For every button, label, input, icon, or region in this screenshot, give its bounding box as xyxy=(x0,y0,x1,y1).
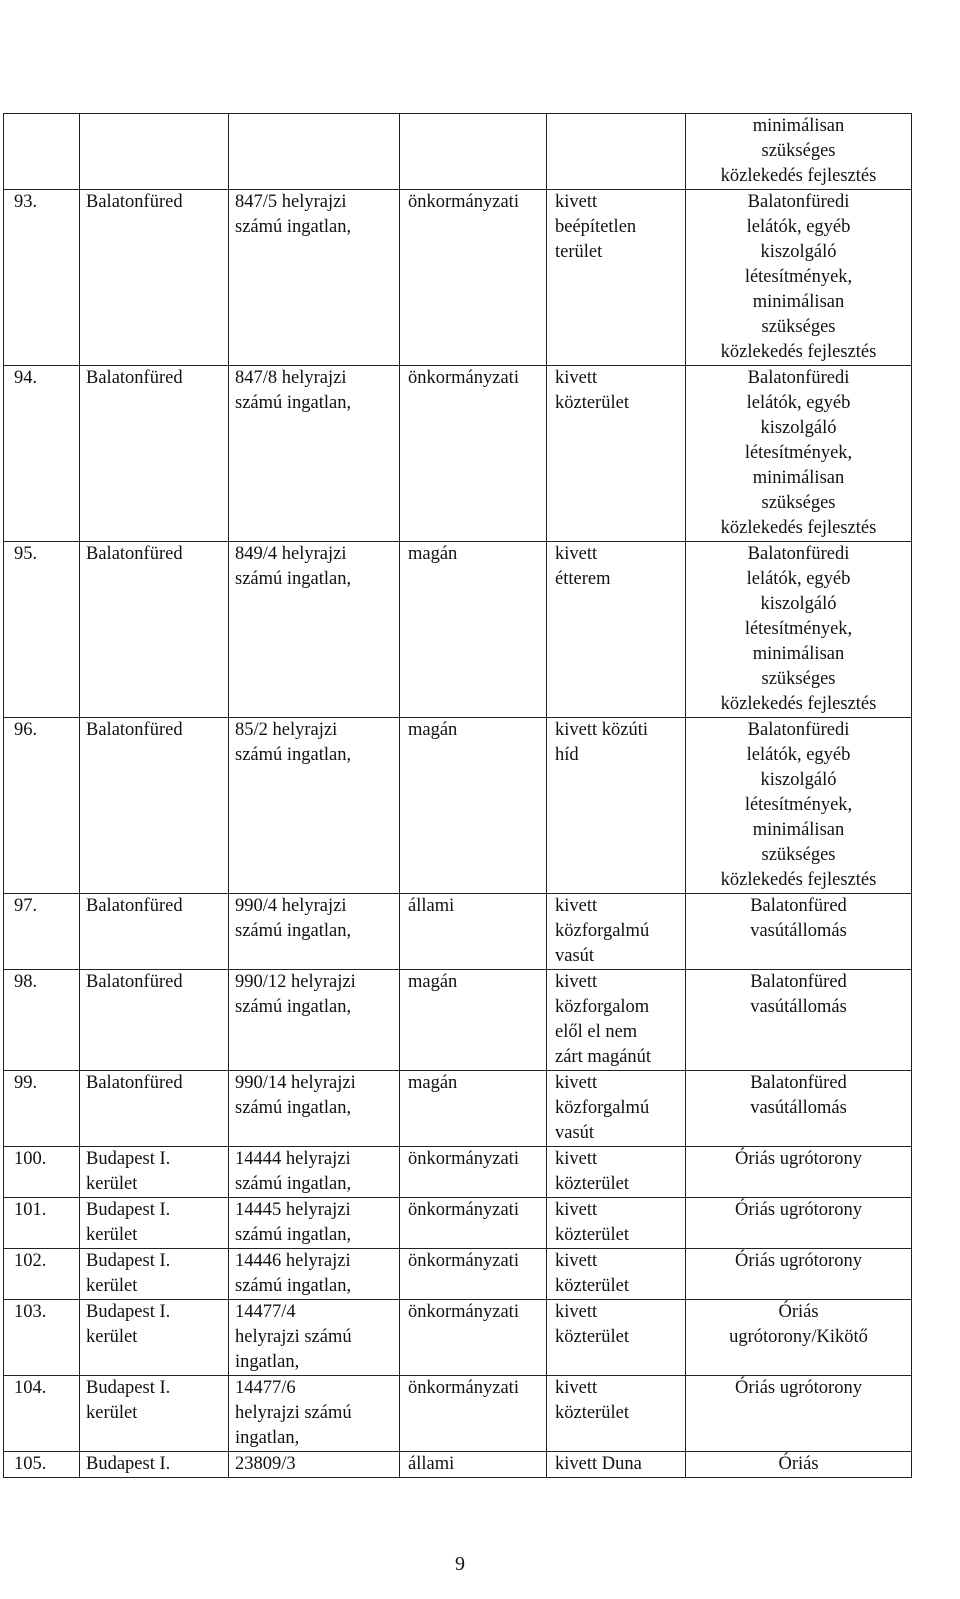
cell-type: kivett közterület xyxy=(547,1376,686,1452)
cell-use: Balatonfüredi lelátók, egyéb kiszolgáló létesítmények, minimálisan szükséges közlekedés fejlesztés xyxy=(686,718,912,894)
cell-parcel: 14445 helyrajzi számú ingatlan, xyxy=(229,1198,400,1249)
cell-city: Balatonfüred xyxy=(80,718,229,894)
cell-city xyxy=(80,114,229,190)
cell-use: Balatonfüred vasútállomás xyxy=(686,1071,912,1147)
cell-city: Budapest I. kerület xyxy=(80,1376,229,1452)
cell-parcel: 14477/6 helyrajzi számú ingatlan, xyxy=(229,1376,400,1452)
cell-owner xyxy=(400,114,547,190)
cell-parcel: 847/8 helyrajzi számú ingatlan, xyxy=(229,366,400,542)
cell-type: kivett közforgalmú vasút xyxy=(547,894,686,970)
cell-use: Óriás ugrótorony xyxy=(686,1249,912,1300)
cell-owner: önkormányzati xyxy=(400,1147,547,1198)
table-row xyxy=(4,1147,912,1198)
cell-use: Óriás xyxy=(686,1452,912,1478)
table-row xyxy=(4,190,912,366)
cell-city: Balatonfüred xyxy=(80,894,229,970)
cell-type: kivett közterület xyxy=(547,1249,686,1300)
table-row xyxy=(4,894,912,970)
table-row xyxy=(4,1071,912,1147)
cell-num: 97. xyxy=(4,894,80,970)
cell-use: Balatonfüredi lelátók, egyéb kiszolgáló létesítmények, minimálisan szükséges közlekedés fejlesztés xyxy=(686,366,912,542)
cell-type: kivett Duna xyxy=(547,1452,686,1478)
table-row xyxy=(4,1300,912,1376)
cell-num: 96. xyxy=(4,718,80,894)
cell-owner: önkormányzati xyxy=(400,1300,547,1376)
cell-num: 100. xyxy=(4,1147,80,1198)
cell-num: 95. xyxy=(4,542,80,718)
cell-parcel: 14446 helyrajzi számú ingatlan, xyxy=(229,1249,400,1300)
cell-use: Balatonfüred vasútállomás xyxy=(686,894,912,970)
cell-use: minimálisan szükséges közlekedés fejlesztés xyxy=(686,114,912,190)
cell-owner: önkormányzati xyxy=(400,1249,547,1300)
cell-type: kivett közterület xyxy=(547,1198,686,1249)
cell-parcel: 849/4 helyrajzi számú ingatlan, xyxy=(229,542,400,718)
table-row xyxy=(4,718,912,894)
cell-use: Balatonfüredi lelátók, egyéb kiszolgáló létesítmények, minimálisan szükséges közlekedés fejlesztés xyxy=(686,190,912,366)
cell-owner: önkormányzati xyxy=(400,1376,547,1452)
cell-parcel: 85/2 helyrajzi számú ingatlan, xyxy=(229,718,400,894)
cell-num: 93. xyxy=(4,190,80,366)
table-body xyxy=(4,114,912,1478)
cell-num: 104. xyxy=(4,1376,80,1452)
cell-city: Budapest I. kerület xyxy=(80,1198,229,1249)
cell-owner: önkormányzati xyxy=(400,1198,547,1249)
cell-type: kivett beépítetlen terület xyxy=(547,190,686,366)
table-row xyxy=(4,1198,912,1249)
cell-type: kivett közforgalmú vasút xyxy=(547,1071,686,1147)
cell-city: Balatonfüred xyxy=(80,1071,229,1147)
cell-parcel: 14444 helyrajzi számú ingatlan, xyxy=(229,1147,400,1198)
cell-owner: állami xyxy=(400,894,547,970)
cell-city: Budapest I. kerület xyxy=(80,1249,229,1300)
cell-city: Balatonfüred xyxy=(80,366,229,542)
cell-use: Balatonfüred vasútállomás xyxy=(686,970,912,1071)
table-row xyxy=(4,1452,912,1478)
table-row-continuation xyxy=(4,114,912,190)
cell-num: 98. xyxy=(4,970,80,1071)
cell-type: kivett közterület xyxy=(547,1147,686,1198)
cell-parcel: 990/12 helyrajzi számú ingatlan, xyxy=(229,970,400,1071)
cell-use: Óriás ugrótorony/Kikötő xyxy=(686,1300,912,1376)
cell-num xyxy=(4,114,80,190)
cell-num: 94. xyxy=(4,366,80,542)
cell-owner: önkormányzati xyxy=(400,366,547,542)
cell-num: 102. xyxy=(4,1249,80,1300)
cell-parcel: 14477/4 helyrajzi számú ingatlan, xyxy=(229,1300,400,1376)
page-number: 9 xyxy=(455,1553,465,1575)
table-row xyxy=(4,542,912,718)
cell-use: Óriás ugrótorony xyxy=(686,1198,912,1249)
cell-num: 103. xyxy=(4,1300,80,1376)
cell-num: 99. xyxy=(4,1071,80,1147)
cell-owner: önkormányzati xyxy=(400,190,547,366)
cell-type: kivett közforgalom elől el nem zárt magánút xyxy=(547,970,686,1071)
cell-parcel xyxy=(229,114,400,190)
cell-city: Budapest I. xyxy=(80,1452,229,1478)
cell-city: Balatonfüred xyxy=(80,542,229,718)
cell-city: Balatonfüred xyxy=(80,190,229,366)
cell-type: kivett közúti híd xyxy=(547,718,686,894)
cell-city: Budapest I. kerület xyxy=(80,1300,229,1376)
cell-type: kivett étterem xyxy=(547,542,686,718)
cell-city: Balatonfüred xyxy=(80,970,229,1071)
cell-owner: magán xyxy=(400,970,547,1071)
cell-type: kivett közterület xyxy=(547,366,686,542)
cell-owner: állami xyxy=(400,1452,547,1478)
table-row xyxy=(4,1376,912,1452)
table-row xyxy=(4,970,912,1071)
cell-parcel: 847/5 helyrajzi számú ingatlan, xyxy=(229,190,400,366)
cell-type: kivett közterület xyxy=(547,1300,686,1376)
cell-city: Budapest I. kerület xyxy=(80,1147,229,1198)
table-row xyxy=(4,366,912,542)
cell-owner: magán xyxy=(400,542,547,718)
cell-parcel: 990/4 helyrajzi számú ingatlan, xyxy=(229,894,400,970)
cell-type xyxy=(547,114,686,190)
cell-owner: magán xyxy=(400,1071,547,1147)
cell-parcel: 23809/3 xyxy=(229,1452,400,1478)
cell-num: 105. xyxy=(4,1452,80,1478)
cell-use: Óriás ugrótorony xyxy=(686,1147,912,1198)
cell-parcel: 990/14 helyrajzi számú ingatlan, xyxy=(229,1071,400,1147)
cell-num: 101. xyxy=(4,1198,80,1249)
property-table xyxy=(3,113,912,1478)
cell-use: Óriás ugrótorony xyxy=(686,1376,912,1452)
table-row xyxy=(4,1249,912,1300)
cell-use: Balatonfüredi lelátók, egyéb kiszolgáló létesítmények, minimálisan szükséges közlekedés fejlesztés xyxy=(686,542,912,718)
cell-owner: magán xyxy=(400,718,547,894)
